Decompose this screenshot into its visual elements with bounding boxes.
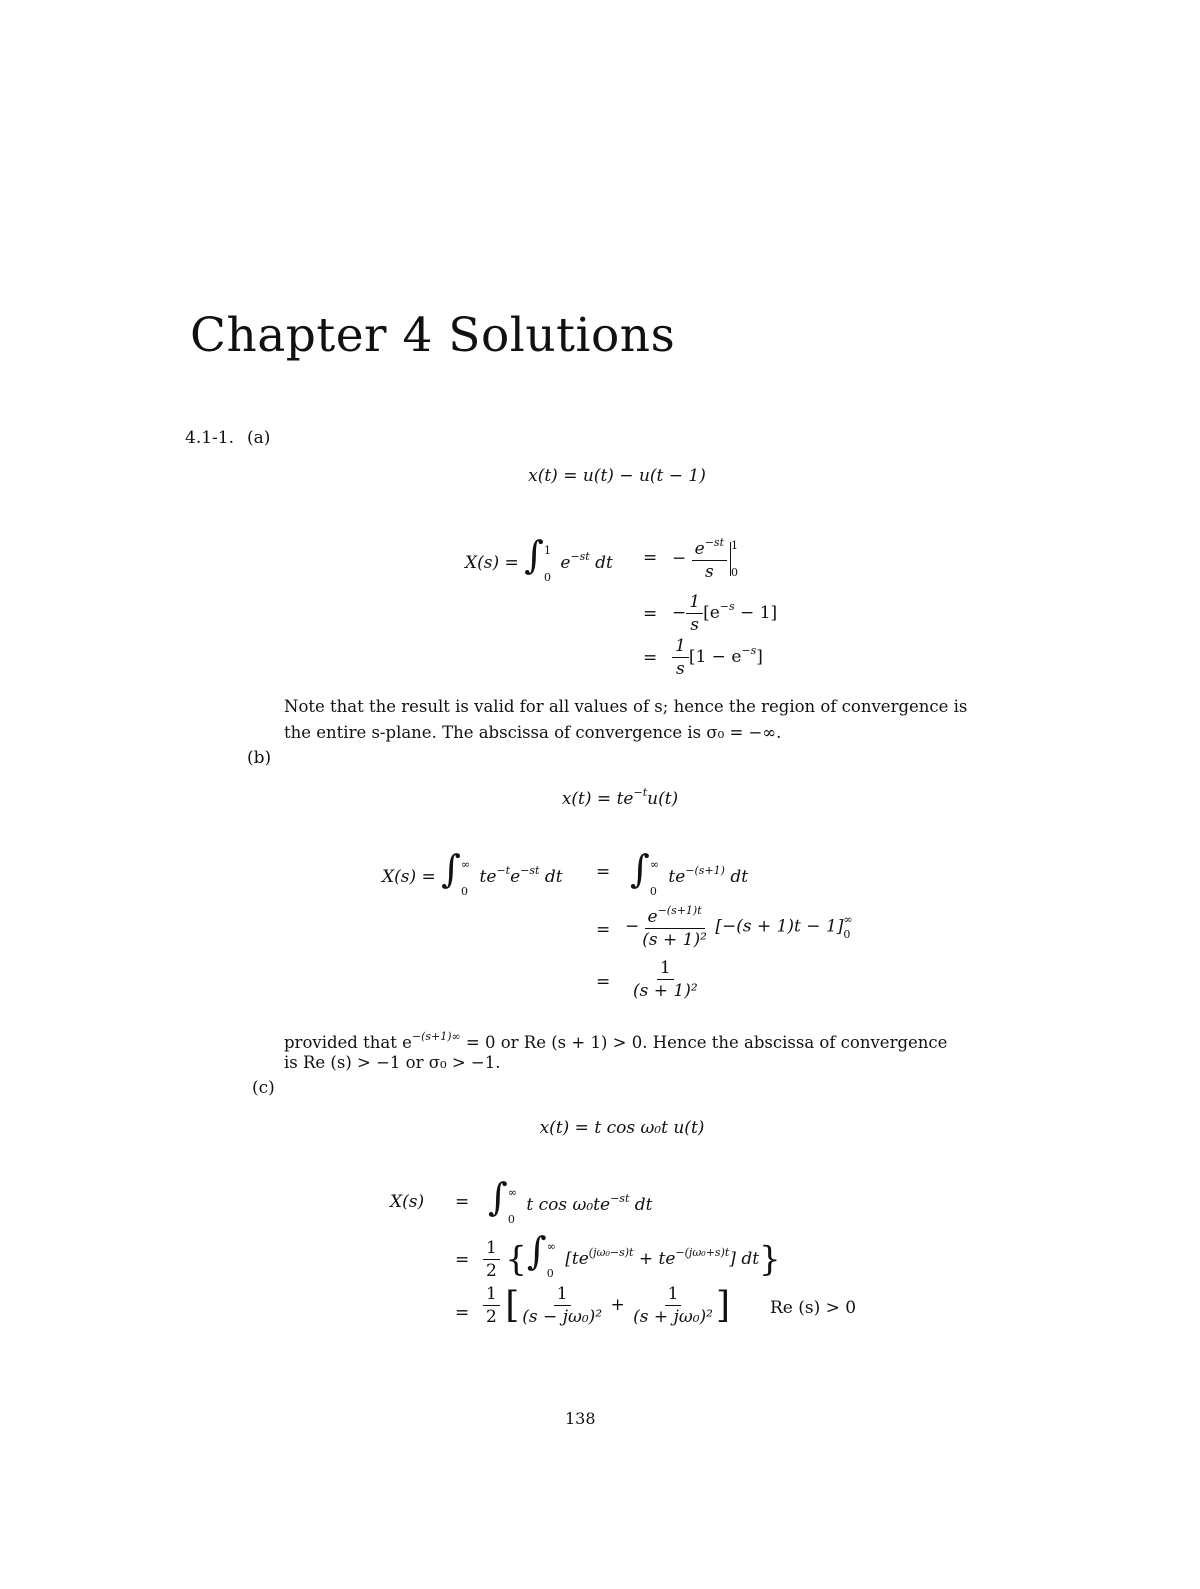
part-a-step-1: − $\frac{e^{-st}}{s}$ 1 0	[672, 536, 739, 582]
part-c-step2-exp2: −(jω₀+s)t	[675, 1246, 730, 1259]
part-b-signal	[562, 786, 678, 809]
part-a-step3-tail: ]	[756, 647, 763, 667]
part-a-step1-den: s	[704, 562, 714, 582]
part-b-step2-num: e	[647, 907, 658, 927]
part-b-label: (b)	[247, 748, 272, 768]
part-b-note-b: = 0 or Re (s + 1) > 0. Hence the abscissa of convergence	[460, 1033, 948, 1052]
equals-sign: =	[643, 548, 658, 568]
part-c-step3-num1: 1	[554, 1284, 571, 1306]
part-b-step3-den: (s + 1)²	[633, 981, 698, 1001]
part-c-step2-tail: ] dt	[729, 1249, 760, 1269]
part-b-step2-den: (s + 1)²	[642, 930, 707, 950]
part-b-step1-integrand: te	[668, 867, 686, 887]
part-a-dt: dt	[595, 553, 613, 573]
part-c-roc: Re (s) > 0	[770, 1298, 857, 1318]
part-b-step2-num-exp: −(s+1)t	[657, 904, 702, 917]
part-a-step1-num: e	[694, 539, 705, 559]
part-b-int-lower: 0	[460, 884, 468, 898]
part-a-note-line-2: the entire s-plane. The abscissa of convergence is σ₀ = −∞.	[284, 723, 782, 742]
part-b-note-exp: −(s+1)∞	[411, 1030, 461, 1043]
part-a-step1-upper: 1	[731, 539, 739, 552]
part-a-signal: x(t) = u(t) − u(t − 1)	[528, 466, 706, 486]
part-a-step-2: − $\frac{1}{s}$ $[e^{-s} - 1]$	[672, 592, 778, 635]
part-c-signal: x(t) = t cos ω₀t u(t)	[539, 1118, 705, 1138]
part-a-step2-exp: −s	[719, 600, 735, 613]
equals-sign: =	[455, 1250, 470, 1270]
part-b-step-2: − $\frac{e^{-(s+1)t}}{\text{(s + 1)²}}$ [−(s + 1)t − 1] ∞ 0	[625, 904, 853, 950]
part-c-step3-den2: (s + jω₀)²	[633, 1307, 713, 1327]
equals-sign: =	[455, 1303, 470, 1323]
part-a-step2-bracket: [e	[703, 603, 720, 623]
part-b-signal-exp: −t	[633, 786, 648, 799]
part-b-integrand-mid: e	[510, 867, 521, 887]
part-b-step2-lower: 0	[843, 928, 851, 941]
integral-sign-icon: ∫	[441, 847, 461, 891]
problem-number: 4.1-1.	[185, 428, 234, 448]
part-b-equation-row-1	[382, 847, 563, 898]
right-bracket-icon: ]	[715, 1285, 731, 1326]
equals-sign: =	[455, 1192, 470, 1212]
part-b-int-upper: ∞	[460, 857, 471, 871]
part-a-lhs: X(s) =	[465, 553, 519, 573]
part-b-lhs: X(s) =	[382, 867, 436, 887]
equals-sign: =	[643, 648, 658, 668]
part-b-signal-main: x(t) = te	[561, 789, 634, 809]
part-c-step3-den1: (s − jω₀)²	[522, 1307, 603, 1327]
part-c-step1-exp: −st	[610, 1192, 630, 1205]
part-c-step2-plus: + te	[633, 1249, 676, 1269]
part-a-step2-tail: − 1]	[734, 603, 778, 623]
part-c-int-lower: 0	[507, 1212, 515, 1226]
integral-sign-icon: ∫	[630, 847, 650, 891]
part-b-note-a: provided that e	[284, 1033, 412, 1052]
part-c-step2-exp1: (jω₀−s)t	[588, 1246, 634, 1259]
part-b-note-line-2: is Re (s) > −1 or σ₀ > −1.	[284, 1053, 501, 1072]
part-c-step1-dt: dt	[634, 1195, 653, 1215]
equals-sign: =	[596, 920, 611, 940]
part-a-step3-exp: −s	[741, 644, 757, 657]
part-c-step-2: $\frac{1}{2}$ {∫ ∞ 0 $[te^{(j\omega_0-s)t} + te^{-(j\omega_0+s)t}]$ dt}	[483, 1232, 781, 1281]
part-a-int-lower: 0	[543, 570, 551, 584]
equals-sign: =	[643, 604, 658, 624]
integral-sign-icon: ∫	[524, 533, 544, 577]
part-c-step-1	[488, 1175, 653, 1226]
part-b-integrand-exp2: −st	[520, 864, 540, 877]
part-b-integrand-exp1: −t	[496, 864, 511, 877]
part-b-step1-exp: −(s+1)	[685, 864, 725, 877]
left-bracket-icon: [	[505, 1285, 520, 1326]
part-c-step2-term1: [te	[565, 1249, 589, 1269]
part-b-dt: dt	[544, 867, 563, 887]
integral-sign-icon: ∫	[526, 1229, 547, 1273]
part-c-int-upper: ∞	[507, 1185, 517, 1199]
page-number: 138	[565, 1409, 596, 1428]
part-b-step2-upper: ∞	[843, 913, 853, 926]
part-a-step-3: $\frac{1}{s}$ $[1 - e^{-s}]$	[672, 636, 763, 679]
left-brace-icon: {	[505, 1239, 527, 1280]
part-b-step-1: ∫ ∞ 0 $te^{-(s+1)}$ dt	[630, 847, 749, 898]
part-b-integrand: te	[479, 867, 497, 887]
part-a-step1-lower: 0	[731, 566, 739, 579]
part-c-lhs: X(s)	[390, 1192, 425, 1212]
part-b-step-3	[630, 958, 701, 1001]
right-brace-icon: }	[759, 1239, 781, 1280]
part-b-signal-tail: u(t)	[647, 789, 679, 809]
part-a-integrand-exp: −st	[570, 550, 590, 563]
part-c-half-den: 2	[486, 1261, 497, 1281]
part-a-integrand: e	[560, 553, 571, 573]
evaluation-bar	[730, 542, 731, 576]
part-a-equation-row-1	[465, 533, 613, 584]
part-a-note-line-1: Note that the result is valid for all values of s; hence the region of convergence is	[284, 697, 968, 716]
part-c-step-3: $\frac{1}{2}$ [ $\frac{1}{\text{(s − jω₀)²}}$ + $\frac{1}{\text{(s + jω₀)²}}$ ]	[483, 1284, 730, 1327]
part-a-step1-num-exp: −st	[704, 536, 725, 549]
equals-sign: =	[596, 862, 611, 882]
part-c-label: (c)	[252, 1078, 275, 1098]
part-b-step2-bracket: [−(s + 1)t − 1]	[715, 916, 844, 937]
part-b-step3-num: 1	[657, 958, 674, 980]
part-a-int-upper: 1	[543, 543, 551, 557]
part-b-step1-dt: dt	[730, 867, 749, 887]
integral-sign-icon: ∫	[488, 1175, 508, 1219]
equals-sign: =	[596, 972, 611, 992]
part-c-half-num: 1	[483, 1238, 500, 1260]
part-c-step3-num2: 1	[665, 1284, 682, 1306]
part-c-step1-integrand: t cos ω₀te	[526, 1195, 611, 1215]
part-a-step3-bracket: [1 − e	[688, 647, 742, 667]
chapter-title: Chapter 4 Solutions	[190, 308, 676, 363]
part-a-label: (a)	[247, 428, 271, 448]
